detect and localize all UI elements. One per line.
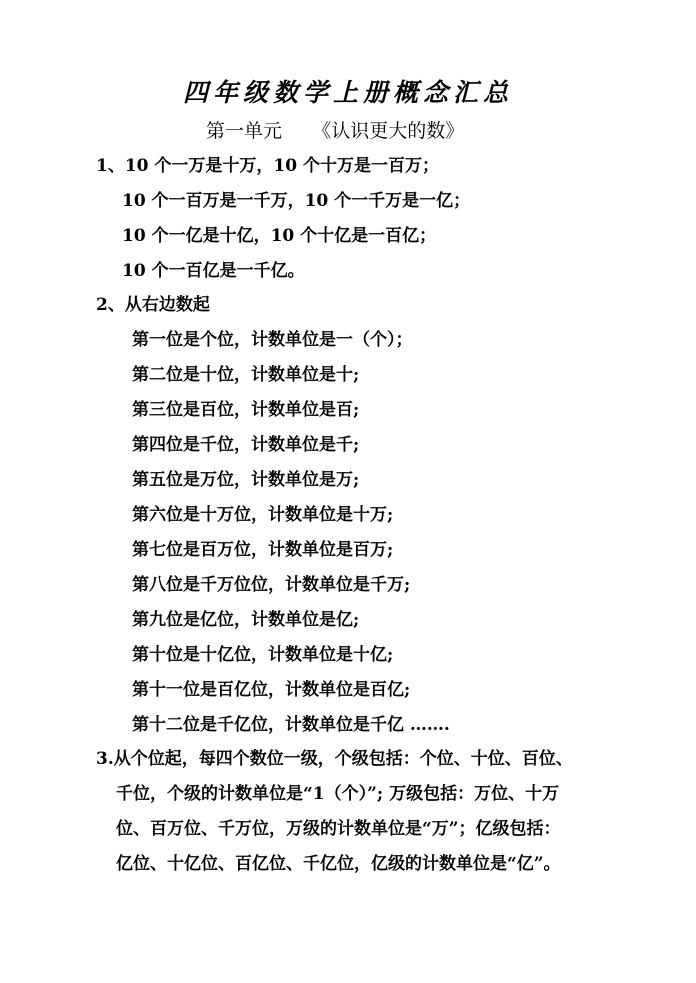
section1-line-4: 10 个一百亿是一千亿。 <box>122 261 305 281</box>
place-value-line: 第五位是万位，计数单位是万; <box>132 470 360 490</box>
section1-line-2: 10 个一百万是一千万，10 个一千万是一亿； <box>122 191 471 211</box>
unit-heading: 第一单元 《认识更大的数》 <box>206 120 465 142</box>
place-value-line: 第二位是十位，计数单位是十; <box>132 365 360 385</box>
section3-line-1: 3.从个位起，每四个数位一级，个级包括：个位、十位、百位、 <box>96 749 573 769</box>
place-value-line: 第一位是个位，计数单位是一（个）； <box>132 330 413 350</box>
place-value-line: 第四位是千位，计数单位是千; <box>132 435 360 455</box>
place-value-line: 第十一位是百亿位，计数单位是百亿; <box>132 680 411 700</box>
section1-line-3: 10 个一亿是十亿，10 个十亿是一百亿； <box>122 226 437 246</box>
place-value-line: 第七位是百万位，计数单位是百万; <box>132 540 394 560</box>
section3-line-4: 亿位、十亿位、百亿位、千亿位，亿级的计数单位是“亿”。 <box>116 854 561 874</box>
place-value-line: 第十位是十亿位，计数单位是十亿; <box>132 645 394 665</box>
document-title: 四年级数学上册概念汇总 <box>182 78 513 107</box>
section1-line-1: 1、10 个一万是十万，10 个十万是一百万； <box>96 156 439 176</box>
place-value-line: 第八位是千万位位，计数单位是千万; <box>132 575 411 595</box>
place-value-line: 第三位是百位，计数单位是百; <box>132 400 360 420</box>
section3-line-3: 位、百万位、千万位，万级的计数单位是“万”；亿级包括： <box>116 819 561 839</box>
place-value-line: 第十二位是千亿位，计数单位是千亿 ……. <box>132 715 450 735</box>
place-value-line: 第六位是十万位，计数单位是十万; <box>132 505 394 525</box>
section3-line-2: 千位，个级的计数单位是“1（个）”; 万级包括：万位、十万 <box>116 784 560 804</box>
place-value-line: 第九位是亿位，计数单位是亿; <box>132 610 360 630</box>
section2-heading: 2、从右边数起 <box>96 295 210 315</box>
